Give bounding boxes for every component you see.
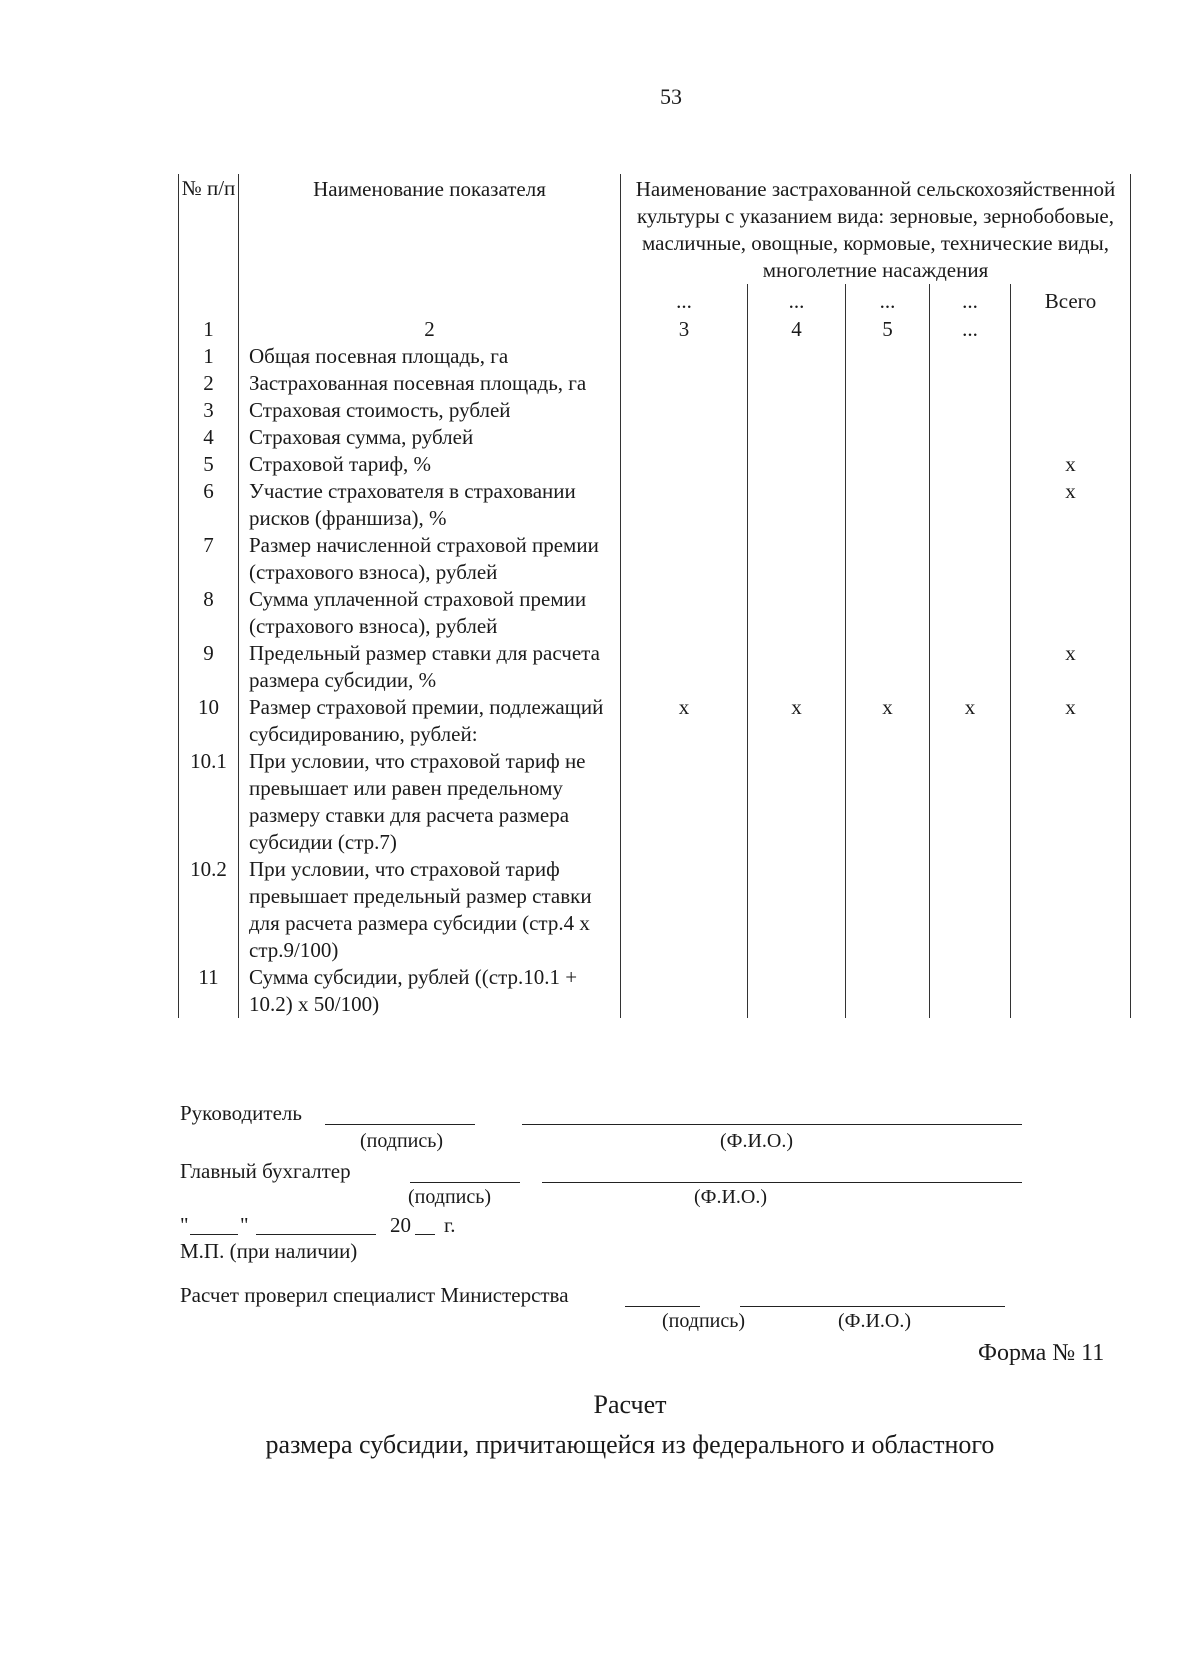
- row-number: 3: [179, 397, 239, 424]
- row-indicator-name: Общая посевная площадь, га: [239, 343, 621, 370]
- row-value-cell: x: [748, 694, 846, 748]
- header-name: Наименование показателя: [239, 174, 621, 316]
- date-close-quote: ": [240, 1213, 249, 1237]
- row-value-cell: [846, 748, 930, 856]
- checked-signature-line: [625, 1306, 700, 1307]
- row-indicator-name: Размер начисленной страховой премии (страхового взноса), рублей: [239, 532, 621, 586]
- row-total-cell: x: [1011, 451, 1131, 478]
- table-header-row: [179, 174, 1131, 284]
- row-value-cell: [930, 532, 1011, 586]
- row-value-cell: [930, 343, 1011, 370]
- row-value-cell: [930, 424, 1011, 451]
- row-total-cell: [1011, 532, 1131, 586]
- row-total-cell: [1011, 397, 1131, 424]
- subheader-col-5: ...: [846, 284, 930, 316]
- row-value-cell: [621, 451, 748, 478]
- row-value-cell: [846, 478, 930, 532]
- row-value-cell: x: [930, 694, 1011, 748]
- row-total-cell: [1011, 370, 1131, 397]
- header-crop-group-text: Наименование застрахованной сельскохозяйственной культуры с указанием вида: зерновые, зернобобовые, масличные, овощные, кормовые, технические виды, многолетние насаждения: [635, 177, 1116, 282]
- row-value-cell: [748, 586, 846, 640]
- row-value-cell: [846, 424, 930, 451]
- subheader-col-3: ...: [621, 284, 748, 316]
- row-number: 1: [179, 343, 239, 370]
- row-value-cell: [748, 478, 846, 532]
- row-value-cell: [621, 964, 748, 1018]
- row-value-cell: [930, 748, 1011, 856]
- row-value-cell: [621, 532, 748, 586]
- row-value-cell: [846, 640, 930, 694]
- row-value-cell: [930, 640, 1011, 694]
- row-value-cell: [748, 748, 846, 856]
- row-value-cell: [930, 451, 1011, 478]
- row-number: 5: [179, 451, 239, 478]
- header-num: [179, 174, 239, 316]
- row-indicator-name: Страховая сумма, рублей: [239, 424, 621, 451]
- form-number: Форма № 11: [978, 1340, 1105, 1366]
- row-value-cell: [930, 397, 1011, 424]
- row-number: 8: [179, 586, 239, 640]
- row-indicator-name: При условии, что страховой тариф превышает предельный размер ставки для расчета размера субсидии (стр.4 х стр.9/100): [239, 856, 621, 964]
- col-number: 4: [748, 316, 846, 343]
- page-number: 53: [660, 84, 682, 109]
- row-value-cell: [748, 532, 846, 586]
- accountant-name-line: [542, 1182, 1022, 1183]
- row-number: 7: [179, 532, 239, 586]
- col-number: ...: [930, 316, 1011, 343]
- row-value-cell: [621, 856, 748, 964]
- row-value-cell: [621, 478, 748, 532]
- row-total-cell: x: [1011, 640, 1131, 694]
- row-value-cell: [930, 586, 1011, 640]
- document-subtitle: размера субсидии, причитающейся из федерального и областного: [265, 1430, 995, 1459]
- row-number: 10: [179, 694, 239, 748]
- row-total-cell: [1011, 586, 1131, 640]
- row-total-cell: [1011, 748, 1131, 856]
- col-number: 1: [179, 316, 239, 343]
- head-sign-caption: (подпись): [360, 1130, 444, 1152]
- row-indicator-name: Страховая стоимость, рублей: [239, 397, 621, 424]
- row-total-cell: [1011, 964, 1131, 1018]
- subheader-col-4: ...: [748, 284, 846, 316]
- table-row: [179, 532, 1131, 586]
- col-number: 2: [239, 316, 621, 343]
- row-value-cell: [748, 343, 846, 370]
- row-total-cell: x: [1011, 694, 1131, 748]
- checked-sign-caption: (подпись): [662, 1310, 746, 1332]
- row-value-cell: [621, 424, 748, 451]
- table-row: [179, 964, 1131, 1018]
- checked-label: Расчет проверил специалист Министерства: [180, 1283, 569, 1307]
- date-year-line: [415, 1234, 435, 1235]
- accountant-signature-line: [410, 1182, 520, 1183]
- row-number: 9: [179, 640, 239, 694]
- accountant-sign-caption: (подпись): [408, 1186, 492, 1208]
- row-value-cell: [846, 370, 930, 397]
- col-number: 3: [621, 316, 748, 343]
- date-year: 20: [390, 1213, 411, 1237]
- row-total-cell: x: [1011, 478, 1131, 532]
- subheader-total: Всего: [1011, 284, 1131, 316]
- row-number: 6: [179, 478, 239, 532]
- row-value-cell: [846, 451, 930, 478]
- col-number-total: [1011, 316, 1131, 343]
- table-row: [179, 370, 1131, 397]
- accountant-name-caption: (Ф.И.О.): [694, 1186, 768, 1208]
- row-indicator-name: Предельный размер ставки для расчета размера субсидии, %: [239, 640, 621, 694]
- row-indicator-name: Страховой тариф, %: [239, 451, 621, 478]
- table-row: [179, 856, 1131, 964]
- row-indicator-name: Сумма уплаченной страховой премии (страхового взноса), рублей: [239, 586, 621, 640]
- row-indicator-name: При условии, что страховой тариф не превышает или равен предельному размеру ставки для расчета размера субсидии (стр.7): [239, 748, 621, 856]
- table-row: [179, 397, 1131, 424]
- row-number: 2: [179, 370, 239, 397]
- row-value-cell: [748, 370, 846, 397]
- row-value-cell: [621, 748, 748, 856]
- row-value-cell: [846, 856, 930, 964]
- row-value-cell: [930, 370, 1011, 397]
- row-number: 4: [179, 424, 239, 451]
- date-suffix: г.: [444, 1213, 456, 1237]
- date-open-quote: ": [180, 1213, 189, 1237]
- table-row: [179, 478, 1131, 532]
- column-numbering-row: [179, 316, 1131, 343]
- head-name-line: [522, 1124, 1022, 1125]
- calculation-table: [178, 174, 1131, 1018]
- row-value-cell: [748, 640, 846, 694]
- stamp-note: М.П. (при наличии): [180, 1239, 358, 1263]
- row-number: 10.1: [179, 748, 239, 856]
- table-row: [179, 424, 1131, 451]
- row-value-cell: [748, 424, 846, 451]
- row-value-cell: [621, 586, 748, 640]
- date-day-line: [190, 1234, 238, 1235]
- table-row: [179, 586, 1131, 640]
- row-indicator-name: Сумма субсидии, рублей ((стр.10.1 + 10.2) х 50/100): [239, 964, 621, 1018]
- table-row: [179, 451, 1131, 478]
- accountant-label: Главный бухгалтер: [180, 1159, 351, 1183]
- table-body: [179, 343, 1131, 1018]
- row-value-cell: [748, 856, 846, 964]
- subheader-col-6: ...: [930, 284, 1011, 316]
- row-value-cell: [846, 397, 930, 424]
- row-total-cell: [1011, 424, 1131, 451]
- table-row: [179, 343, 1131, 370]
- head-label: Руководитель: [180, 1101, 302, 1125]
- head-name-caption: (Ф.И.О.): [720, 1130, 794, 1152]
- checked-name-caption: (Ф.И.О.): [838, 1310, 912, 1332]
- row-value-cell: [846, 964, 930, 1018]
- row-value-cell: [846, 532, 930, 586]
- table-row: [179, 748, 1131, 856]
- date-month-line: [256, 1234, 376, 1235]
- row-number: 10.2: [179, 856, 239, 964]
- checked-name-line: [740, 1306, 1005, 1307]
- row-indicator-name: Участие страхователя в страховании рисков (франшиза), %: [239, 478, 621, 532]
- row-indicator-name: Размер страховой премии, подлежащий субсидированию, рублей:: [239, 694, 621, 748]
- row-value-cell: [621, 343, 748, 370]
- row-value-cell: [748, 397, 846, 424]
- row-value-cell: [748, 964, 846, 1018]
- row-value-cell: [930, 478, 1011, 532]
- row-value-cell: x: [621, 694, 748, 748]
- header-num-text: № п/п: [181, 176, 236, 200]
- document-title: Расчет: [593, 1390, 667, 1419]
- row-value-cell: [846, 586, 930, 640]
- header-crop-group: [621, 174, 1131, 284]
- table-row: [179, 694, 1131, 748]
- row-value-cell: x: [846, 694, 930, 748]
- head-signature-line: [325, 1124, 475, 1125]
- row-indicator-name: Застрахованная посевная площадь, га: [239, 370, 621, 397]
- row-total-cell: [1011, 343, 1131, 370]
- row-value-cell: [930, 964, 1011, 1018]
- row-total-cell: [1011, 856, 1131, 964]
- row-number: 11: [179, 964, 239, 1018]
- row-value-cell: [846, 343, 930, 370]
- row-value-cell: [748, 451, 846, 478]
- table-row: [179, 640, 1131, 694]
- row-value-cell: [621, 397, 748, 424]
- row-value-cell: [621, 640, 748, 694]
- row-value-cell: [930, 856, 1011, 964]
- col-number: 5: [846, 316, 930, 343]
- row-value-cell: [621, 370, 748, 397]
